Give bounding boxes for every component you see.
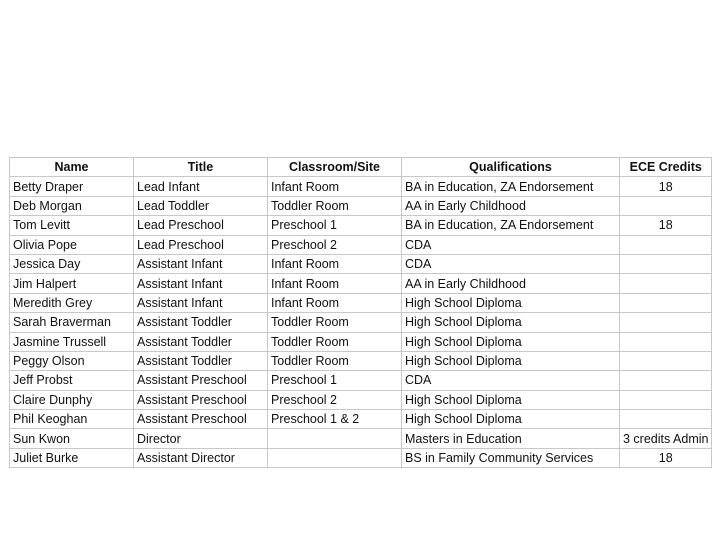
cell-title: Assistant Preschool [134, 410, 268, 429]
cell-classroom: Preschool 1 & 2 [268, 410, 402, 429]
table-row [10, 274, 712, 293]
cell-ece-credits [620, 274, 712, 293]
cell-qualifications: High School Diploma [402, 390, 620, 409]
cell-name: Deb Morgan [10, 196, 134, 215]
cell-name: Phil Keoghan [10, 410, 134, 429]
cell-name: Claire Dunphy [10, 390, 134, 409]
cell-title: Assistant Preschool [134, 371, 268, 390]
cell-name: Sarah Braverman [10, 313, 134, 332]
header-row [10, 158, 712, 177]
cell-ece-credits: 3 credits Admin [620, 429, 712, 448]
cell-name: Betty Draper [10, 177, 134, 196]
cell-name: Jim Halpert [10, 274, 134, 293]
cell-title: Lead Toddler [134, 196, 268, 215]
cell-qualifications: High School Diploma [402, 351, 620, 370]
cell-title: Assistant Toddler [134, 313, 268, 332]
table-row [10, 216, 712, 235]
cell-classroom: Toddler Room [268, 351, 402, 370]
cell-classroom: Toddler Room [268, 313, 402, 332]
cell-title: Assistant Infant [134, 274, 268, 293]
staff-qualifications-table [9, 157, 712, 468]
cell-title: Lead Infant [134, 177, 268, 196]
cell-ece-credits: 18 [620, 448, 712, 467]
cell-title: Assistant Director [134, 448, 268, 467]
cell-qualifications: High School Diploma [402, 410, 620, 429]
header-qualifications: Qualifications [402, 158, 620, 177]
table-row [10, 390, 712, 409]
cell-name: Sun Kwon [10, 429, 134, 448]
header-ece-credits: ECE Credits [620, 158, 712, 177]
cell-ece-credits [620, 235, 712, 254]
table-row [10, 293, 712, 312]
table-row [10, 332, 712, 351]
cell-ece-credits [620, 293, 712, 312]
cell-name: Peggy Olson [10, 351, 134, 370]
cell-qualifications: CDA [402, 371, 620, 390]
cell-classroom: Toddler Room [268, 196, 402, 215]
cell-name: Meredith Grey [10, 293, 134, 312]
table-row [10, 254, 712, 273]
table-row [10, 177, 712, 196]
cell-classroom [268, 448, 402, 467]
table-row [10, 235, 712, 254]
cell-ece-credits: 18 [620, 216, 712, 235]
cell-ece-credits [620, 371, 712, 390]
table-row [10, 371, 712, 390]
table-row [10, 410, 712, 429]
cell-ece-credits [620, 254, 712, 273]
cell-title: Assistant Toddler [134, 332, 268, 351]
header-name: Name [10, 158, 134, 177]
cell-name: Olivia Pope [10, 235, 134, 254]
cell-ece-credits: 18 [620, 177, 712, 196]
cell-classroom: Infant Room [268, 254, 402, 273]
table-row [10, 429, 712, 448]
cell-qualifications: CDA [402, 235, 620, 254]
cell-classroom [268, 429, 402, 448]
cell-classroom: Preschool 1 [268, 371, 402, 390]
cell-classroom: Preschool 2 [268, 390, 402, 409]
cell-name: Tom Levitt [10, 216, 134, 235]
cell-ece-credits [620, 351, 712, 370]
header-title: Title [134, 158, 268, 177]
cell-qualifications: High School Diploma [402, 293, 620, 312]
cell-qualifications: AA in Early Childhood [402, 274, 620, 293]
table-row [10, 196, 712, 215]
table-row [10, 351, 712, 370]
cell-classroom: Infant Room [268, 293, 402, 312]
cell-name: Jasmine Trussell [10, 332, 134, 351]
table-body [10, 177, 712, 468]
cell-qualifications: High School Diploma [402, 332, 620, 351]
cell-ece-credits [620, 313, 712, 332]
cell-title: Lead Preschool [134, 216, 268, 235]
cell-qualifications: High School Diploma [402, 313, 620, 332]
cell-ece-credits [620, 196, 712, 215]
cell-title: Director [134, 429, 268, 448]
cell-title: Assistant Infant [134, 254, 268, 273]
cell-classroom: Infant Room [268, 177, 402, 196]
cell-name: Juliet Burke [10, 448, 134, 467]
cell-name: Jeff Probst [10, 371, 134, 390]
cell-qualifications: Masters in Education [402, 429, 620, 448]
cell-classroom: Toddler Room [268, 332, 402, 351]
table-row [10, 448, 712, 467]
cell-classroom: Preschool 1 [268, 216, 402, 235]
cell-title: Assistant Infant [134, 293, 268, 312]
cell-title: Lead Preschool [134, 235, 268, 254]
table-row [10, 313, 712, 332]
cell-classroom: Preschool 2 [268, 235, 402, 254]
cell-classroom: Infant Room [268, 274, 402, 293]
cell-qualifications: BA in Education, ZA Endorsement [402, 216, 620, 235]
cell-qualifications: AA in Early Childhood [402, 196, 620, 215]
cell-ece-credits [620, 332, 712, 351]
cell-qualifications: BS in Family Community Services [402, 448, 620, 467]
header-classroom: Classroom/Site [268, 158, 402, 177]
cell-ece-credits [620, 390, 712, 409]
table-header [10, 158, 712, 177]
cell-title: Assistant Preschool [134, 390, 268, 409]
cell-qualifications: BA in Education, ZA Endorsement [402, 177, 620, 196]
cell-name: Jessica Day [10, 254, 134, 273]
cell-qualifications: CDA [402, 254, 620, 273]
cell-ece-credits [620, 410, 712, 429]
cell-title: Assistant Toddler [134, 351, 268, 370]
